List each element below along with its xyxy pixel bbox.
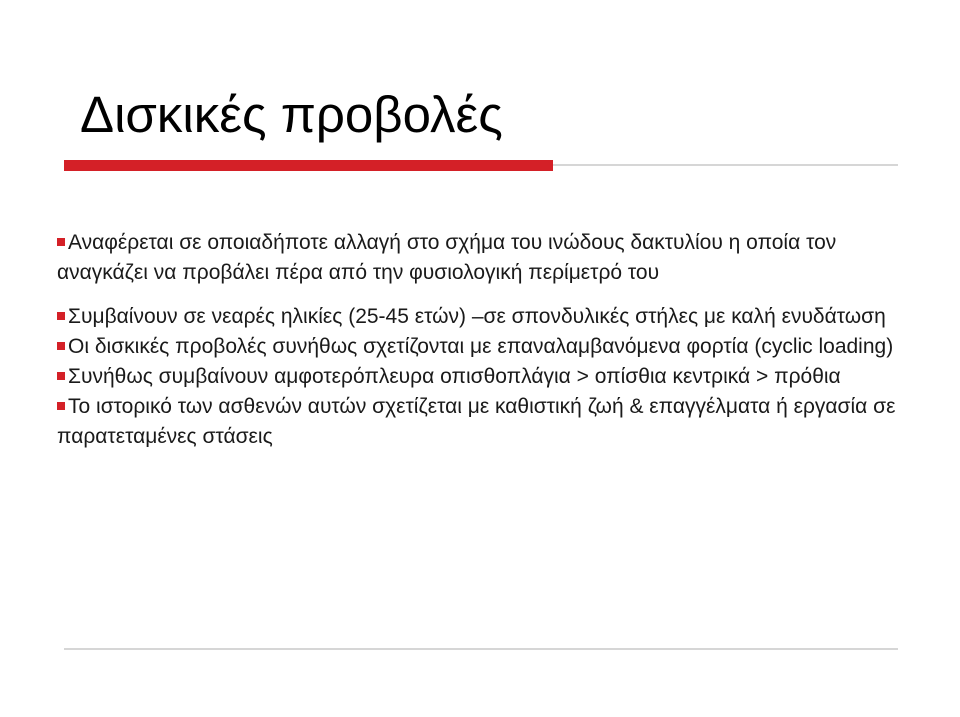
bullet-item bbox=[57, 228, 907, 288]
bullet-list bbox=[57, 228, 907, 452]
bullet-text: Το ιστορικό των ασθενών αυτών σχετίζεται με καθιστική ζωή & επαγγέλματα ή εργασία σε παρατεταμένες στάσεις bbox=[57, 395, 896, 448]
bullet-text: Οι δισκικές προβολές συνήθως σχετίζονται με επαναλαμβανόμενα φορτία (cyclic loading) bbox=[68, 335, 894, 358]
bullet-text: Αναφέρεται σε οποιαδήποτε αλλαγή στο σχήμα του ινώδους δακτυλίου η οποία τον αναγκάζει να προβάλει πέρα από την φυσιολογική περίμετρό του bbox=[57, 231, 837, 284]
title-underline bbox=[64, 160, 898, 174]
bullet-item bbox=[57, 332, 907, 362]
bullet-item bbox=[57, 362, 907, 392]
square-bullet-icon bbox=[57, 402, 65, 410]
square-bullet-icon bbox=[57, 372, 65, 380]
square-bullet-icon bbox=[57, 238, 65, 246]
title-underline-accent bbox=[64, 160, 553, 171]
slide-title: Δισκικές προβολές bbox=[80, 86, 503, 143]
square-bullet-icon bbox=[57, 312, 65, 320]
bullet-item bbox=[57, 302, 907, 332]
bullet-text: Συνήθως συμβαίνουν αμφοτερόπλευρα οπισθοπλάγια > οπίσθια κεντρικά > πρόθια bbox=[68, 365, 841, 388]
bullet-item bbox=[57, 392, 907, 452]
bullet-text: Συμβαίνουν σε νεαρές ηλικίες (25-45 ετών) –σε σπονδυλικές στήλες με καλή ενυδάτωση bbox=[68, 305, 886, 328]
footer-rule bbox=[64, 648, 898, 650]
square-bullet-icon bbox=[57, 342, 65, 350]
